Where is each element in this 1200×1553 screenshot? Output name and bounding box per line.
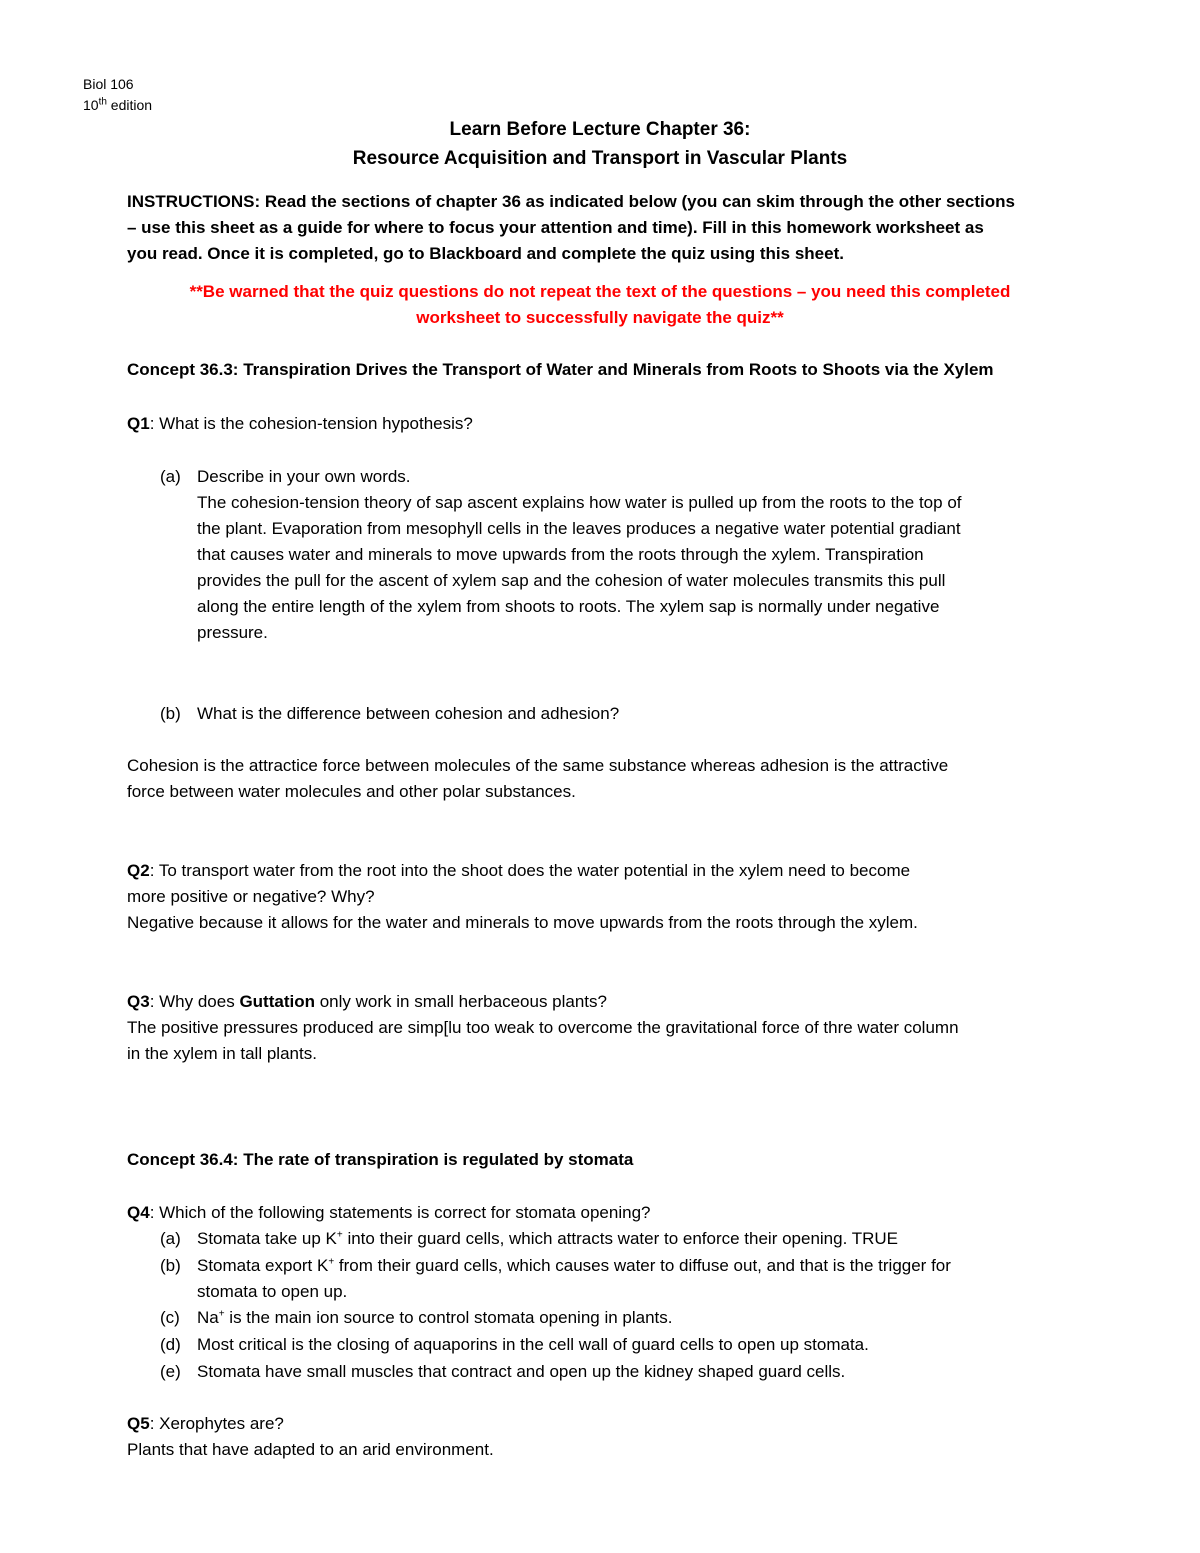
q4-option-d xyxy=(127,1332,869,1358)
q2-text: : To transport water from the root into the shoot does the water potential in the xylem need to become xyxy=(149,861,911,880)
q4-option-a xyxy=(127,1226,898,1252)
q4-question xyxy=(127,1200,650,1226)
q2-label: Q2 xyxy=(127,861,150,880)
q3-answer-line-1: The positive pressures produced are simp[lu too weak to overcome the gravitational force of thre water column xyxy=(127,1018,959,1037)
q1a-answer-line-4: provides the pull for the ascent of xylem sap and the cohesion of water molecules transmits this pull xyxy=(197,571,946,590)
q1b-item xyxy=(127,701,619,727)
q2-question-line-1 xyxy=(127,858,910,884)
q1b-answer-line-1: Cohesion is the attractice force between molecules of the same substance whereas adhesion is the attractive xyxy=(127,756,949,775)
q3-label: Q3 xyxy=(127,992,150,1011)
q4-option-e-label: (e) xyxy=(160,1362,181,1381)
edition-text: edition xyxy=(106,97,153,113)
edition-number: 10 xyxy=(83,97,99,113)
q3-answer-line-2: in the xylem in tall plants. xyxy=(127,1044,317,1063)
q4-option-c xyxy=(127,1305,673,1331)
q1b-label: (b) xyxy=(160,704,181,723)
q5-question xyxy=(127,1411,284,1437)
q1-question xyxy=(127,411,473,437)
q4-option-b-continued: stomata to open up. xyxy=(197,1282,348,1301)
q4-option-d-text: Most critical is the closing of aquaporins in the cell wall of guard cells to open up stomata. xyxy=(197,1335,869,1354)
warning-line-2: worksheet to successfully navigate the quiz** xyxy=(416,308,784,327)
q5-label: Q5 xyxy=(127,1414,150,1433)
edition-line xyxy=(83,95,152,115)
q2-question-line-2: more positive or negative? Why? xyxy=(127,887,375,906)
q1a-text: Describe in your own words. xyxy=(197,467,411,486)
page-title: Learn Before Lecture Chapter 36: xyxy=(449,119,751,140)
q4-option-c-text-rest: is the main ion source to control stomata opening in plants. xyxy=(224,1308,673,1327)
q1a-answer-line-5: along the entire length of the xylem from shoots to roots. The xylem sap is normally under negative xyxy=(197,597,940,616)
instructions-line-2: – use this sheet as a guide for where to focus your attention and time). Fill in this homework worksheet as xyxy=(127,218,984,237)
q2-answer: Negative because it allows for the water and minerals to move upwards from the roots through the xylem. xyxy=(127,913,918,932)
q1a-answer-line-1: The cohesion-tension theory of sap ascent explains how water is pulled up from the roots to the top of xyxy=(197,493,962,512)
q1a-answer-line-6: pressure. xyxy=(197,623,268,642)
warning-line-1: **Be warned that the quiz questions do not repeat the text of the questions – you need this completed xyxy=(189,282,1011,301)
q4-option-e-text: Stomata have small muscles that contract and open up the kidney shaped guard cells. xyxy=(197,1362,846,1381)
q1a-answer-line-2: the plant. Evaporation from mesophyll cells in the leaves produces a negative water potential gradiant xyxy=(197,519,961,538)
q4-option-b-text-rest: from their guard cells, which causes water to diffuse out, and that is the trigger for xyxy=(334,1256,951,1275)
q4-option-d-label: (d) xyxy=(160,1335,181,1354)
q4-option-b-sup: + xyxy=(328,1256,335,1268)
q4-text: : Which of the following statements is correct for stomata opening? xyxy=(149,1203,651,1222)
q3-bold-term: Guttation xyxy=(239,992,315,1011)
q4-label: Q4 xyxy=(127,1203,150,1222)
q3-post: only work in small herbaceous plants? xyxy=(315,992,607,1011)
q4-option-b-text: Stomata export K xyxy=(197,1256,329,1275)
q4-option-a-label: (a) xyxy=(160,1229,181,1248)
q1a-answer-line-3: that causes water and minerals to move upwards from the roots through the xylem. Transpiration xyxy=(197,545,924,564)
q4-option-c-label: (c) xyxy=(160,1308,180,1327)
page-subtitle: Resource Acquisition and Transport in Vascular Plants xyxy=(352,148,848,169)
q4-option-a-sup: + xyxy=(336,1229,343,1241)
concept-36-3-heading: Concept 36.3: Transpiration Drives the Transport of Water and Minerals from Roots to Shoots via the Xylem xyxy=(127,360,994,379)
q4-option-c-sup: + xyxy=(218,1308,225,1320)
concept-36-4-heading: Concept 36.4: The rate of transpiration is regulated by stomata xyxy=(127,1150,634,1169)
q1-text: : What is the cohesion-tension hypothesis? xyxy=(149,414,473,433)
q3-question xyxy=(127,989,607,1015)
q4-option-b xyxy=(127,1253,951,1279)
q3-pre: : Why does xyxy=(149,992,240,1011)
instructions-line-1: INSTRUCTIONS: Read the sections of chapter 36 as indicated below (you can skim through the other sections xyxy=(127,192,1015,211)
q1-label: Q1 xyxy=(127,414,150,433)
q1a-item xyxy=(127,464,411,490)
course-code: Biol 106 xyxy=(83,76,134,92)
q1b-text: What is the difference between cohesion and adhesion? xyxy=(197,704,620,723)
edition-superscript: th xyxy=(98,96,107,108)
q5-text: : Xerophytes are? xyxy=(149,1414,284,1433)
q5-answer: Plants that have adapted to an arid environment. xyxy=(127,1440,494,1459)
instructions-line-3: you read. Once it is completed, go to Blackboard and complete the quiz using this sheet. xyxy=(127,244,844,263)
q4-option-b-label: (b) xyxy=(160,1256,181,1275)
q4-option-a-text-rest: into their guard cells, which attracts water to enforce their opening. TRUE xyxy=(342,1229,899,1248)
q1b-answer-line-2: force between water molecules and other polar substances. xyxy=(127,782,576,801)
q1a-label: (a) xyxy=(160,467,181,486)
q4-option-e xyxy=(127,1359,845,1385)
q4-option-c-text: Na xyxy=(197,1308,219,1327)
q4-option-a-text: Stomata take up K xyxy=(197,1229,337,1248)
